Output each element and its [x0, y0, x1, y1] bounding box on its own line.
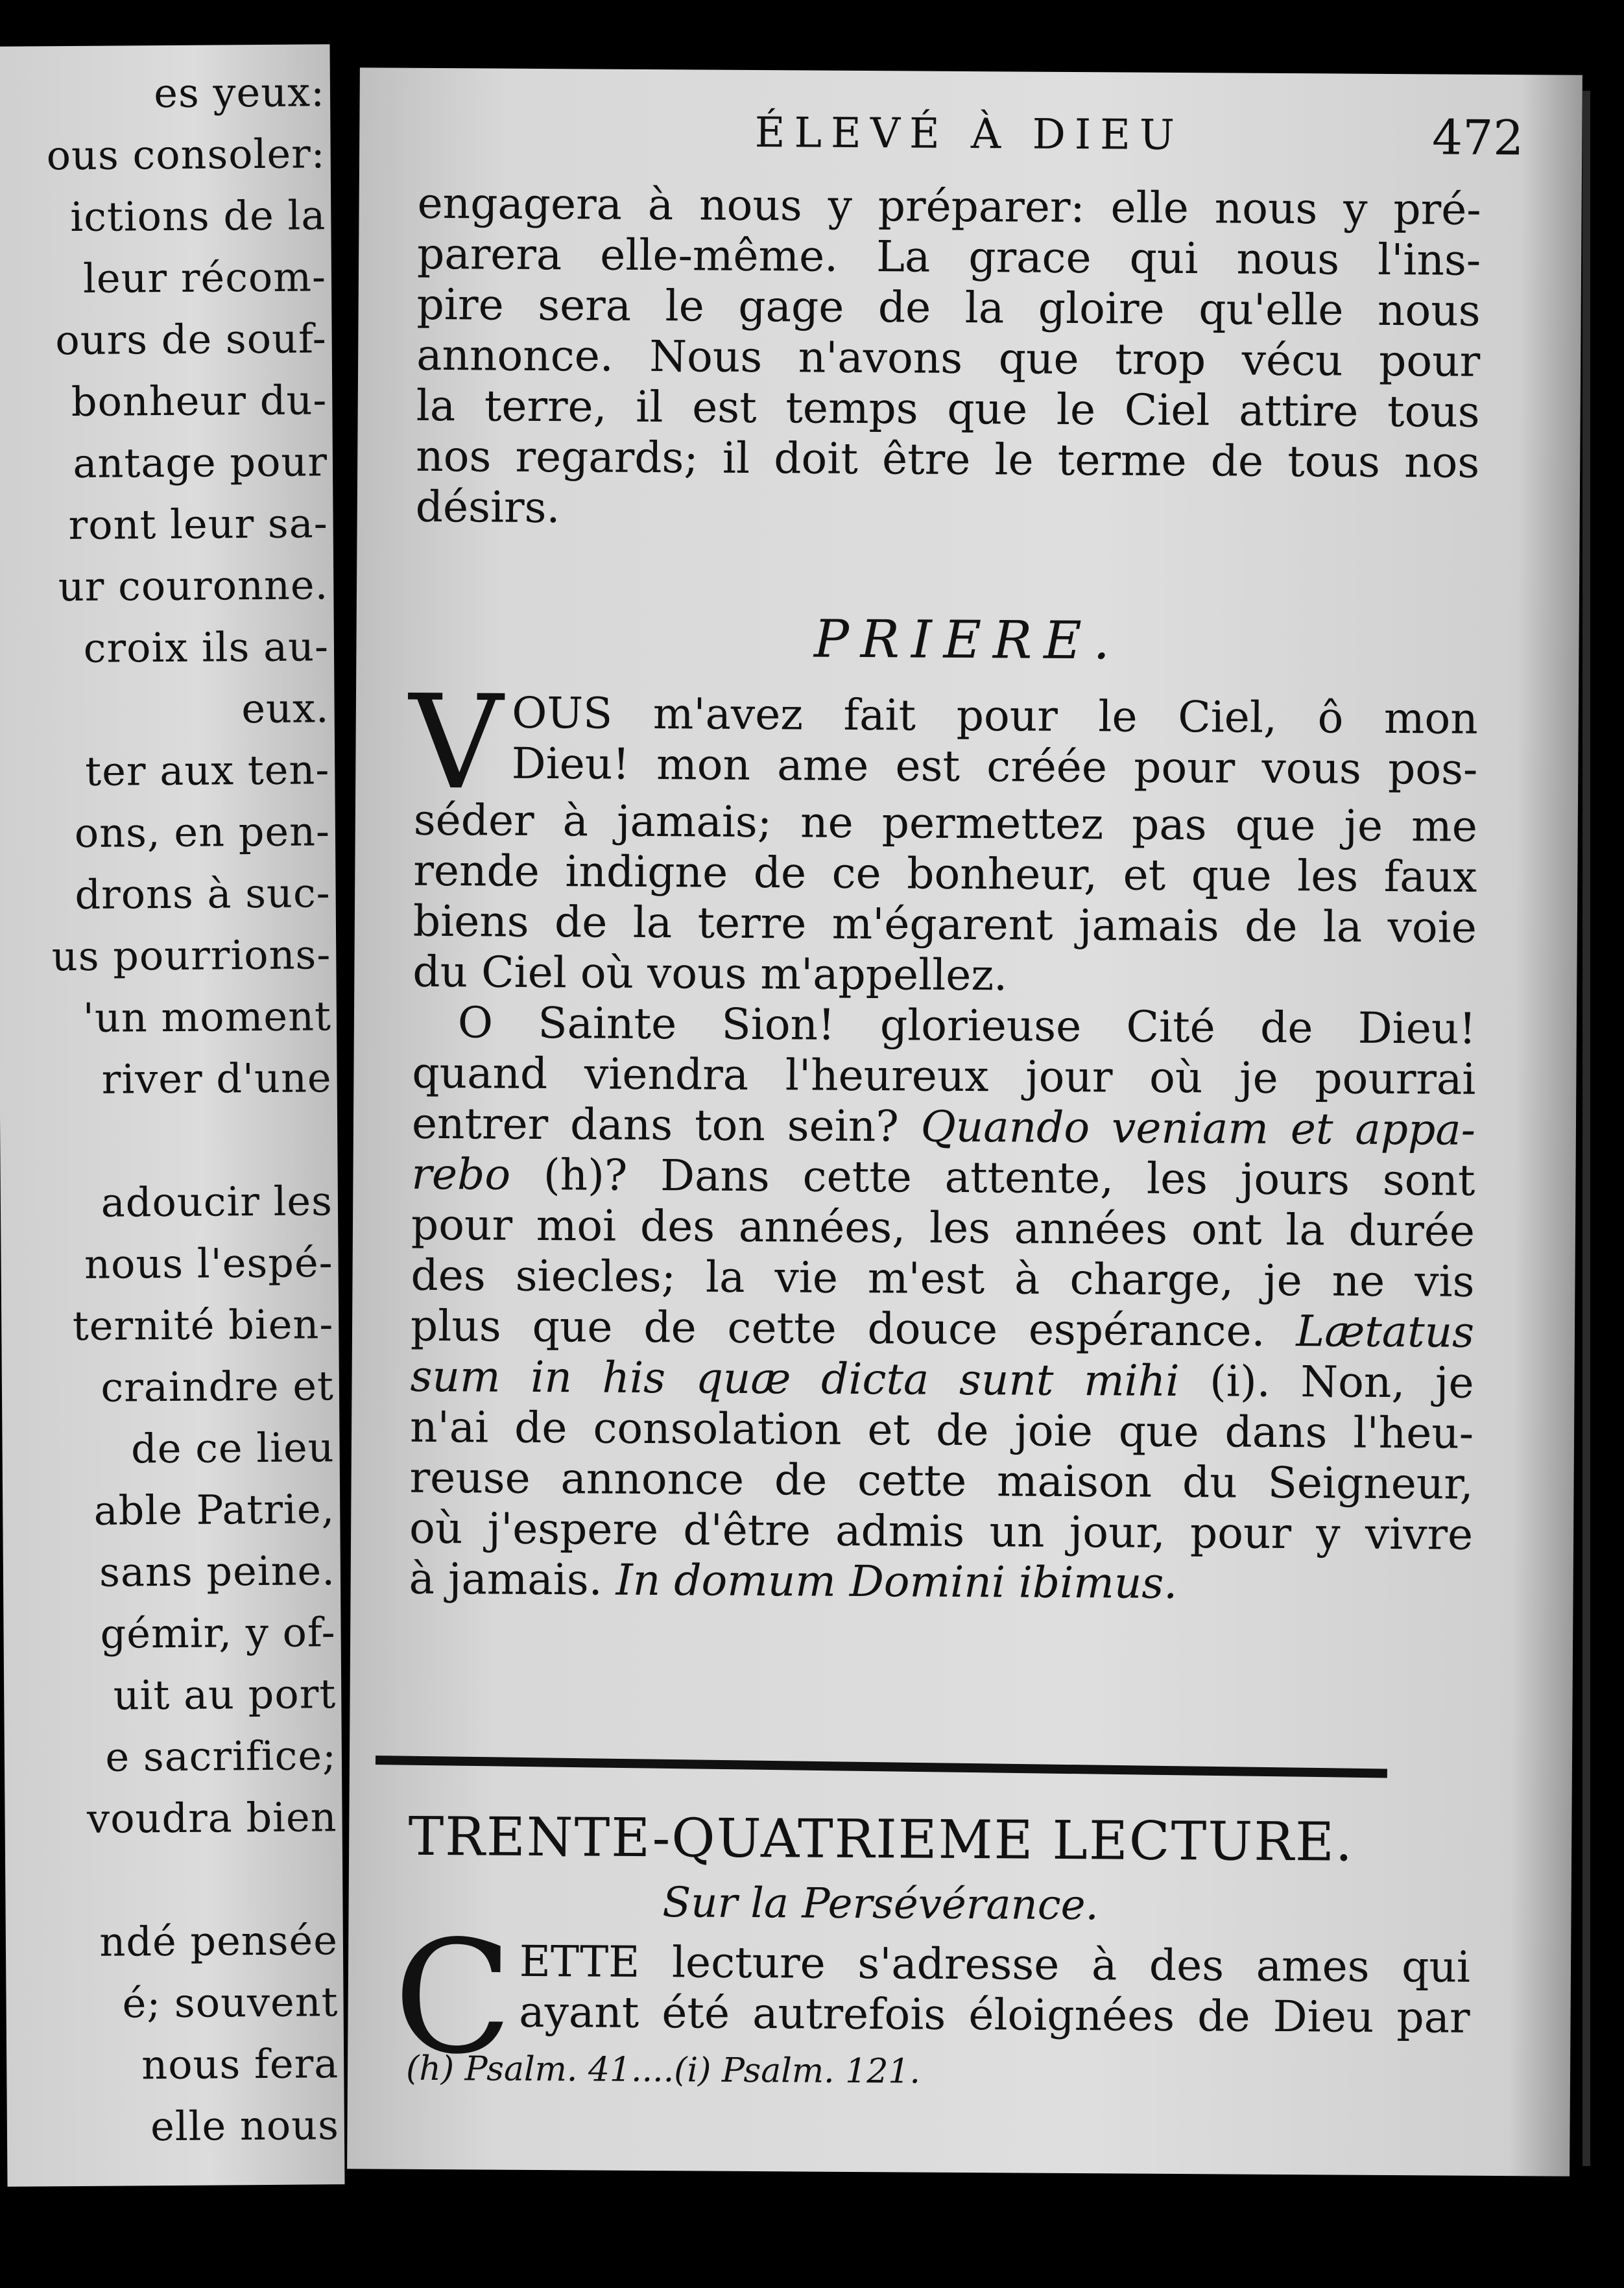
left-page-line: eux.	[241, 684, 329, 733]
text-line: des siecles; la vie m'est à charge, je ne vis	[411, 1250, 1475, 1307]
left-page-line	[5, 1850, 337, 1853]
footnotes: (h) Psalm. 41....(i) Psalm. 121.	[405, 2049, 921, 2091]
right-page	[347, 67, 1582, 2176]
section-rule	[376, 1756, 1387, 1778]
drop-cap: C	[392, 1906, 514, 2089]
text-line: O Sainte Sion! glorieuse Cité de Dieu!	[457, 997, 1477, 1054]
text-line: à jamais. In domum Domini ibimus.	[409, 1553, 1178, 1609]
left-page-line: ur couronne.	[58, 561, 329, 611]
page-edge	[1582, 91, 1590, 2166]
left-page-line: drons à suc-	[75, 869, 331, 919]
text-line: où j'espere d'être admis un jour, pour y vivre	[409, 1503, 1474, 1560]
left-page-line: ons, en pen-	[74, 807, 331, 857]
text-line: la terre, il est temps que le Ciel attire tous	[416, 380, 1480, 437]
chapter-subtitle: Sur la Persévérance.	[662, 1879, 1099, 1930]
text-line: plus que de cette douce espérance. Lætatus	[410, 1300, 1475, 1357]
paragraph-intro	[416, 178, 1481, 539]
text-line: engagera à nous y préparer: elle nous y pré-	[417, 178, 1481, 235]
left-page-line: elle nous	[150, 2101, 340, 2151]
left-page-line: us pourrions-	[51, 931, 331, 981]
text-line: reuse annonce de cette maison du Seigneur,	[409, 1452, 1474, 1509]
left-page-line: ndé pensée	[99, 1916, 339, 1966]
left-page-line: de ce lieu	[130, 1424, 335, 1473]
text-line: biens de la terre m'égarent jamais de la voie	[412, 896, 1477, 953]
chapter-title: TRENTE-QUATRIEME LECTURE.	[408, 1805, 1354, 1874]
text-line: ayant été autrefois éloignées de Dieu par	[519, 1986, 1470, 2043]
text-line: rebo (h)? Dans cette attente, les jours sont	[411, 1149, 1475, 1206]
left-page-line: ours de souf-	[55, 315, 327, 364]
text-line: nos regards; il doit être le terme de tous nos	[416, 431, 1480, 488]
left-page-line: croix ils au-	[83, 623, 329, 672]
left-page-line: sans peine.	[99, 1547, 336, 1596]
left-page	[0, 44, 345, 2187]
text-line: OUS m'avez fait pour le Ciel, ô mon	[512, 687, 1479, 744]
left-page-line: bonheur du-	[71, 376, 328, 426]
left-page-line: craindre et	[101, 1362, 335, 1411]
text-line: Dieu! mon ame est créée pour vous pos-	[511, 738, 1478, 794]
text-line: entrer dans ton sein? Quando veniam et appa-	[411, 1098, 1476, 1155]
text-line: désirs.	[415, 481, 560, 533]
left-page-line: nous fera	[141, 2040, 339, 2089]
left-page-line: leur récom-	[82, 253, 327, 302]
left-page-line: nous l'espé-	[84, 1239, 333, 1288]
left-page-line: ictions de la	[70, 191, 326, 241]
text-line: séder à jamais; ne permettez pas que je me	[413, 794, 1478, 852]
text-line: parera elle-même. La grace qui nous l'ins-	[416, 228, 1481, 285]
text-line: pour moi des années, les années ont la durée	[411, 1199, 1475, 1256]
left-page-line: gémir, y of-	[100, 1608, 336, 1658]
left-page-line: ternité bien-	[72, 1300, 334, 1350]
text-line: du Ciel où vous m'appellez.	[412, 946, 1008, 1001]
text-line: rende indigne de ce bonheur, et que les faux	[413, 845, 1477, 902]
text-line: sum in his quæ dicta sunt mihi (i). Non, je	[410, 1351, 1474, 1408]
left-page-line: river d'une	[101, 1054, 332, 1103]
left-page-line: e sacrifice;	[105, 1732, 337, 1781]
left-page-line: ter aux ten-	[85, 746, 330, 795]
left-page-line: voudra bien	[86, 1793, 337, 1842]
text-line: quand viendra l'heureux jour où je pourrai	[412, 1047, 1476, 1104]
left-page-line: ous consoler:	[46, 130, 326, 180]
left-page-line: es yeux:	[154, 68, 326, 117]
page-number: 472	[1431, 110, 1524, 167]
prayer-text	[408, 667, 1479, 1611]
left-page-line: uit au port	[113, 1670, 337, 1719]
text-line: annonce. Nous n'avons que trop vécu pour	[416, 329, 1481, 387]
left-page-line	[0, 1111, 332, 1114]
left-page-line: antage pour	[73, 438, 328, 488]
left-page-line: adoucir les	[101, 1177, 333, 1226]
text-line: pire sera le gage de la gloire qu'elle nous	[416, 279, 1481, 336]
text-line: ETTE lecture s'adresse à des ames qui	[519, 1936, 1471, 1992]
left-page-line: 'un moment	[82, 992, 332, 1042]
prayer-heading: PRIERE.	[813, 608, 1122, 671]
left-page-line: able Patrie,	[93, 1485, 335, 1534]
left-page-line: ront leur sa-	[68, 499, 328, 549]
left-page-line: é; souvent	[122, 1978, 339, 2027]
text-line: n'ai de consolation et de joie que dans l'heu-	[409, 1401, 1474, 1459]
running-head: ÉLEVÉ À DIEU	[754, 108, 1184, 160]
drop-cap: V	[408, 667, 503, 819]
